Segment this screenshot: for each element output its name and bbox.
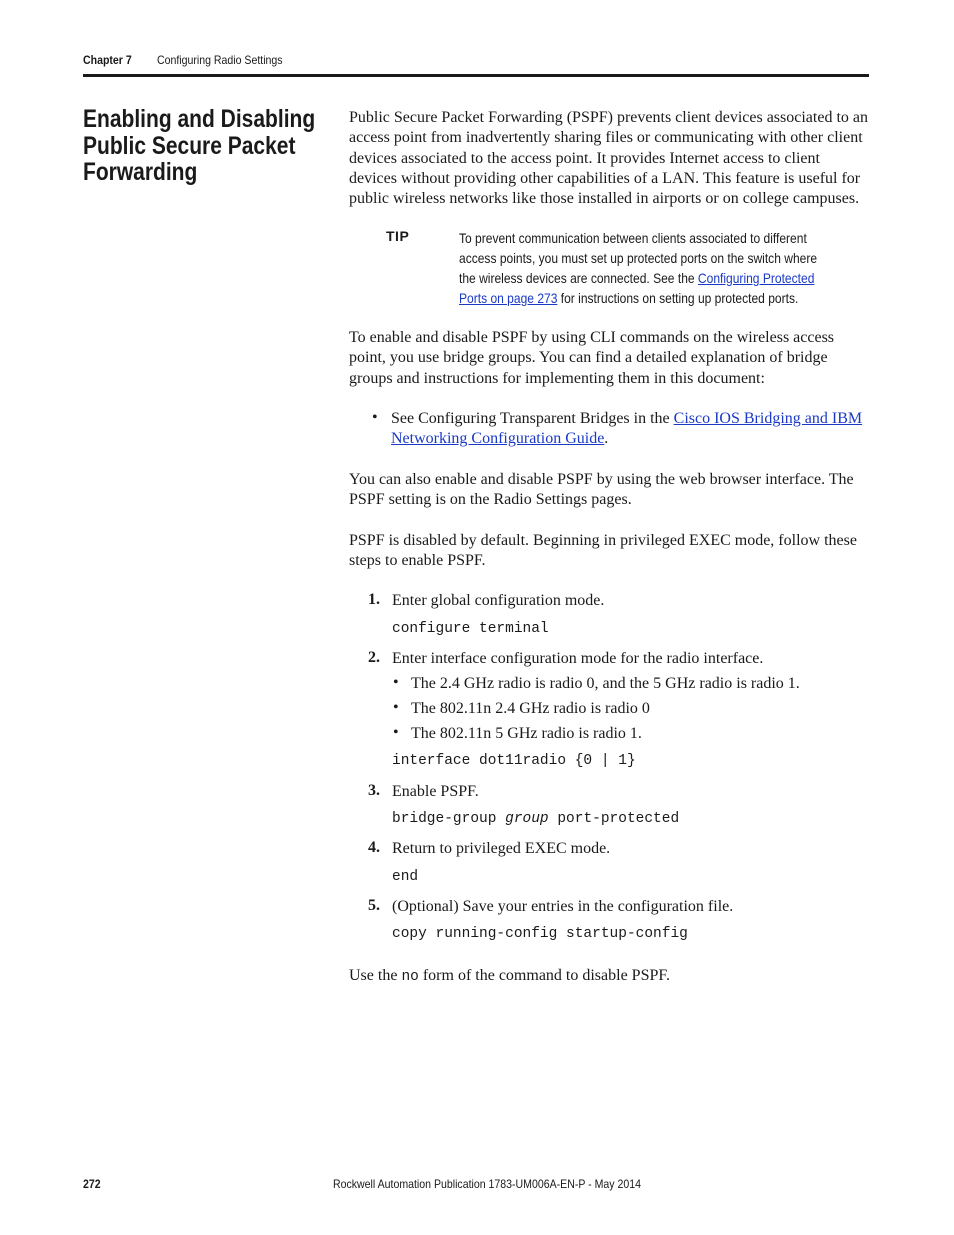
tip-link[interactable]: Configuring Protected Ports on page 273 [459, 270, 815, 306]
step-number: 3. [368, 782, 380, 799]
closing-paragraph: Use the no form of the command to disable PSPF. [349, 967, 670, 985]
code-line: bridge-group group port-protected [392, 811, 680, 827]
code-line: configure terminal [392, 621, 549, 637]
paragraph-default: PSPF is disabled by default. Beginning in privileged EXEC mode, follow these steps to enable PSPF. [349, 532, 857, 570]
tip-label: TIP [386, 228, 410, 244]
step-number: 5. [368, 897, 380, 914]
bullet-dot: • [372, 409, 378, 426]
step-text: (Optional) Save your entries in the configuration file. [392, 898, 734, 915]
step-number: 4. [368, 839, 380, 856]
code-line: copy running-config startup-config [392, 926, 688, 942]
step-text: Enter interface configuration mode for the radio interface. [392, 650, 764, 667]
sub-bullet-item: The 802.11n 5 GHz radio is radio 1. [411, 725, 642, 742]
header-rule [83, 74, 869, 77]
running-header [83, 53, 283, 67]
bullet-dot: • [393, 724, 399, 741]
cisco-guide-link[interactable]: Cisco IOS Bridging and IBM Networking Configuration Guide [391, 410, 863, 448]
bullet-item: See Configuring Transparent Bridges in the Cisco IOS Bridging and IBM Networking Configuration Guide. [391, 410, 863, 448]
sub-bullet-item: The 802.11n 2.4 GHz radio is radio 0 [411, 700, 650, 717]
paragraph-web: You can also enable and disable PSPF by using the web browser interface. The PSPF setting is on the Radio Settings pages. [349, 471, 854, 509]
step-number: 1. [368, 591, 380, 608]
code-line: interface dot11radio {0 | 1} [392, 753, 636, 769]
bullet-dot: • [393, 674, 399, 691]
intro-paragraph: Public Secure Packet Forwarding (PSPF) prevents client devices associated to an access point from inadvertently sharing files or communicating with other client devices associated to the access point. It provides Internet access to client devices without providing other capabilities of a LAN. This feature is useful for public wireless networks like those installed in airports or on college campuses. [349, 109, 868, 208]
code-line: end [392, 869, 419, 885]
bullet-dot: • [393, 699, 399, 716]
page-number: 272 [83, 1177, 101, 1191]
step-number: 2. [368, 649, 380, 666]
publication-info: Rockwell Automation Publication 1783-UM006A-EN-P - May 2014 [333, 1177, 641, 1191]
tip-text: To prevent communication between clients associated to different access points, you must set up protected ports on the switch where the wireless devices are connected. See the Configuring Protected Ports on page 273 for instructions on setting up protected ports. [459, 230, 818, 306]
step-text: Enter global configuration mode. [392, 592, 605, 609]
step-text: Return to privileged EXEC mode. [392, 840, 611, 857]
section-title: Enabling and Disabling Public Secure Packet Forwarding [83, 105, 316, 186]
section-label: Configuring Radio Settings [156, 53, 283, 67]
chapter-label: Chapter 7 [83, 53, 132, 67]
sub-bullet-item: The 2.4 GHz radio is radio 0, and the 5 GHz radio is radio 1. [411, 675, 800, 692]
paragraph-cli: To enable and disable PSPF by using CLI commands on the wireless access point, you use bridge groups. You can find a detailed explanation of bridge groups and instructions for implementing them in this document: [349, 329, 835, 387]
step-text: Enable PSPF. [392, 783, 479, 800]
